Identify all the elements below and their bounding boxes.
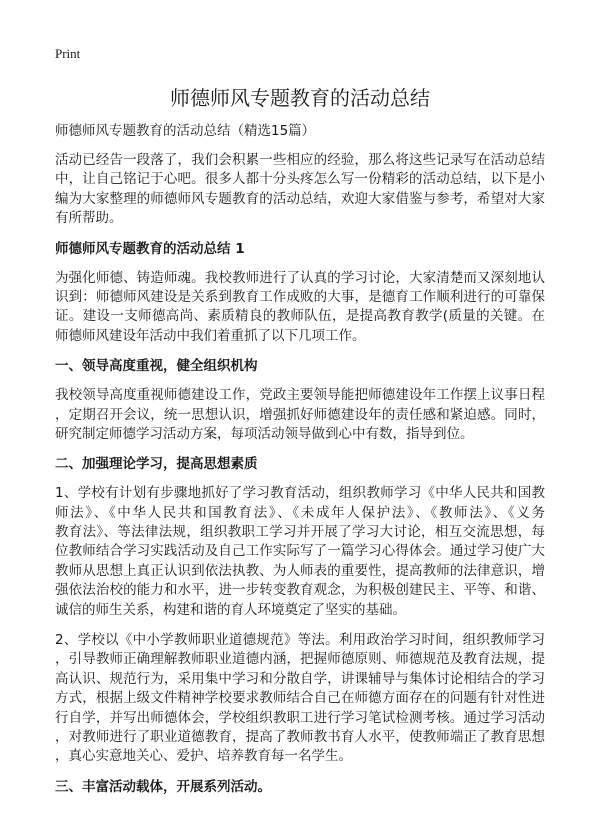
paragraph-line: 编为大家整理的师德师风专题教育的活动总结，欢迎大家借鉴与参考，希望对大家 [55,190,545,207]
document-body [55,122,545,807]
paragraph-line: 强依法治校的能力和水平，进一步转变教育观念，为积极创建民主、平等、和谐、 [55,582,545,599]
paragraph-line: 位教师结合学习实践活动及自己工作实际写了一篇学习心得体会。通过学习使广大 [55,543,545,560]
page-title: 师德师风专题教育的活动总结 [170,86,430,110]
paragraph-line: 有所帮助。 [55,210,123,227]
paragraph-line: 1、学校有计划有步骤地抓好了学习教育活动，组织教师学习《中华人民共和国教 [55,485,545,502]
paragraph-line: ，定期召开会议，统一思想认识，增强抓好师德建设年的责任感和紧迫感。同时， [55,406,545,423]
section-heading: 二、加强理论学习，提高思想素质 [55,456,258,473]
paragraph-line: 研究制定师德学习活动方案，每项活动领导做到心中有数，指导到位。 [55,425,474,442]
paragraph-line: ，引导教师正确理解教师职业道德内涵，把握师德原则、师德规范及教育法规，提 [55,651,545,668]
paragraph [55,269,545,347]
paragraph-line: 中，让自己铭记于心吧。很多人都十分头疼怎么写一份精彩的活动总结，以下是小 [55,171,545,188]
paragraph-line: 方式，根据上级文件精神学校要求教师结合自己在师德方面存在的问题有针对性进 [55,690,545,707]
section-heading: 师德师风专题教育的活动总结 1 [55,240,245,257]
paragraph [55,151,545,229]
paragraph-line: ，真心实意地关心、爱护、培养教育每一名学生。 [55,748,352,765]
paragraph [55,484,545,620]
section-heading: 三、丰富活动载体，开展系列活动。 [55,778,271,795]
section-heading: 一、领导高度重视，健全组织机构 [55,358,258,375]
paragraph-line: 诚信的师生关系，构建和谐的育人环境奠定了坚实的基础。 [55,601,406,618]
paragraph-line: 教师从思想上真正认识到依法执教、为人师表的重要性，提高教师的法律意识，增 [55,562,545,579]
paragraph-line: 证。建设一支师德高尚、素质精良的教师队伍，是提高教育教学(质量的关键。在 [55,308,545,325]
paragraph-line: ，对教师进行了职业道德教育，提高了教师教书育人水平，使教师端正了教育思想 [55,728,545,745]
paragraph-line: 行自学，并写出师德体会，学校组织教职工进行学习笔试检测考核。通过学习活动 [55,709,545,726]
paragraph-line: 我校领导高度重视师德建设工作，党政主要领导能把师德建设年工作摆上议事日程 [55,387,545,404]
paragraph-line: 高认识、规范行为，采用集中学习和分散自学，讲课辅导与集体讨论相结合的学习 [55,670,545,687]
paragraph-line: 识到：师德师风建设是关系到教育工作成败的大事，是德育工作顺利进行的可靠保 [55,288,545,305]
paragraph-line: 师德师风建设年活动中我们着重抓了以下几项工作。 [55,327,366,344]
paragraph-line: 为强化师德、铸造师魂。我校教师进行了认真的学习讨论，大家清楚而又深刻地认 [55,269,545,286]
paragraph-line: 教育法》、等法律法规，组织教职工学习并开展了学习大讨论，相互交流思想，每 [55,524,545,541]
document-subtitle: 师德师风专题教育的活动总结（精选15篇） [55,123,316,139]
paragraph-line: 2、学校以《中小学教师职业道德规范》等法。利用政治学习时间，组织教师学习 [55,632,545,649]
paragraph [55,386,545,444]
print-link[interactable]: Print [55,46,81,61]
paragraph [55,631,545,767]
paragraph-line: 活动已经告一段落了，我们会积累一些相应的经验，那么将这些记录写在活动总结 [55,152,545,168]
paragraph-line: 师法》、《中华人民共和国教育法》、《未成年人保护法》、《教师法》、《义务 [55,504,545,521]
